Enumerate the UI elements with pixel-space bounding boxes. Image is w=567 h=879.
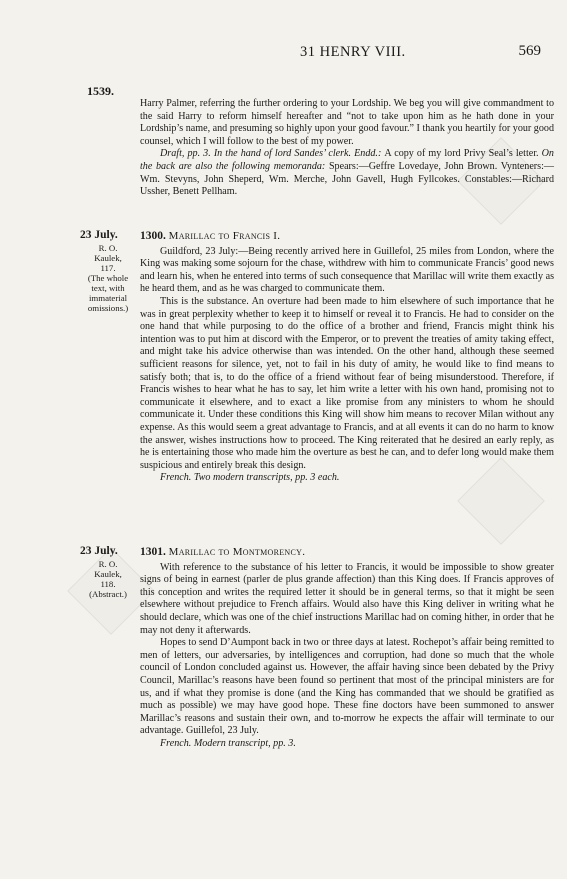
entry-title: Marillac to Francis I. [168,230,281,242]
running-head [0,44,567,64]
entry-note: French. Modern transcript, pp. 3. [160,737,296,749]
entry-paragraph: Hopes to send D’Aumpont back in two or three days at latest. Rochepot’s affair being remitted to men of letters, our adversaries, by intelligences and corruption, had done so much that the whole council of London concluded against us. However, the affair having since been debated by the Privy Council, Marillac’s reasons have been found so pertinent that most of the principal ministers are for us, and if what they promise is done (and the King has commanded that we should be gratified as much as possible) we may have good hope. These fine doctors have been summoned to answer Marillac’s reasons and sustain their own, and to-morrow he expects the affair will terminate to our advantage. Guillefol, 23 July. [140,637,554,737]
continuation-text: Harry Palmer, referring the further ordering to your Lordship. We beg you will give commandment to the said Harry to reform himself hereafter and “not to take upon him as he hath done in your Lordship’s name, and presuming so highly upon your good favour.” I thank you heartily for your good counsel, which I will follow to the best of my power. [140,98,554,147]
margin-note-1301 [80,546,136,599]
continuation-note [140,148,554,198]
entry-paragraph: This is the substance. An overture had been made to him elsewhere of such importance that he was in great perplexity whether to keep it to himself or reveal it to Francis. He had to consider on the one hand that while purposing to do the office of a brother and friend, Francis might think his intention was to put him at discord with the Emperor, or to prevent the treaties of amity taking effect, and might take his advice otherwise than was intended. On the other hand, although these seemed sufficient reasons for silence, yet, not to fail in his duty of amity, he would like to find means to satisfy both; that is, to do the office of a friend without fear of being misunderstood. Therefore, if Francis wishes to hear what he has to say, let him write a letter with his own hand, promising not to communicate it elsewhere, and to exact a like promise from any ministers to whom he should communicate it. Under these conditions this King will show him means to recover Milan without any expense. As this would seem a great advantage to Francis, and at all events it can do no harm to know the answer, wishes instructions how to proceed. The King reiterated that he desired an early reply, as he is entertaining those who made him the overture as best he can, and to defer long would make them suspicious and entirely break this design. [140,295,554,471]
margin-ref: Kaulek, [94,569,122,579]
memoranda-text: Spears:—Geffre Lovedaye, John Brown. Vynteners:—Wm. Stevyns, John Sheperd, Wm. Merche, John Gavell, Hugh Fyllcokes. Constables:—Richard Ussher, Benett Pellham. [140,160,554,198]
margin-ref-number: 117. [100,263,116,273]
entry-note: French. Two modern transcripts, pp. 3 each. [160,472,340,484]
margin-ref-number: 118. [100,579,116,589]
entry-paragraph: With reference to the substance of his letter to Francis, it would be impossible to show greater signs of being in earnest (parler de plus grande affection) than this King does. If Francis approves of this conception and writes the required letter it should be in general terms, so that it might be seen elsewhere without prejudice to French affairs. Would also have this King deliver in writing what he should declare, which was one of the chief instructions Marillac had on coming hither, in order that he may not deny it afterwards. [140,561,554,636]
entry-date: 23 July. [80,545,118,557]
note-label: Draft, pp. 3. In the hand of lord Sandes’ clerk. Endd.: [160,148,382,160]
entry-1300 [140,230,554,485]
margin-source: R. O. [98,559,118,569]
continuation-block [140,98,554,199]
margin-note-1300 [80,230,136,313]
running-head-title: 31 HENRY VIII. [300,44,406,60]
entry-heading [140,230,554,243]
year-label: 1539. [87,84,114,98]
margin-remark: (The whole text, with immaterial omissions.) [87,273,129,313]
note-label-2: On the back are also the following memoranda: [140,148,554,172]
entry-title: Marillac to Montmorency. [168,546,306,558]
entry-date: 23 July. [80,229,118,241]
margin-remark: (Abstract.) [89,589,127,599]
note-text: A copy of my lord Privy Seal’s letter. [384,148,539,160]
page-number: 569 [518,43,541,59]
entry-heading [140,546,554,559]
entry-number: 1301. [140,546,166,558]
margin-ref: Kaulek, [94,253,122,263]
entry-1301 [140,546,554,751]
entry-paragraph: Guildford, 23 July:—Being recently arrived here in Guillefol, 25 miles from London, where the King was making some sojourn for the chase, withdrew with him to communicate Francis’ good news and learn his, when he entered into terms of such consequence that Marillac will write them exactly as he heard them, and as he was charged to communicate them. [140,245,554,295]
margin-source: R. O. [98,243,118,253]
entry-number: 1300. [140,230,166,242]
